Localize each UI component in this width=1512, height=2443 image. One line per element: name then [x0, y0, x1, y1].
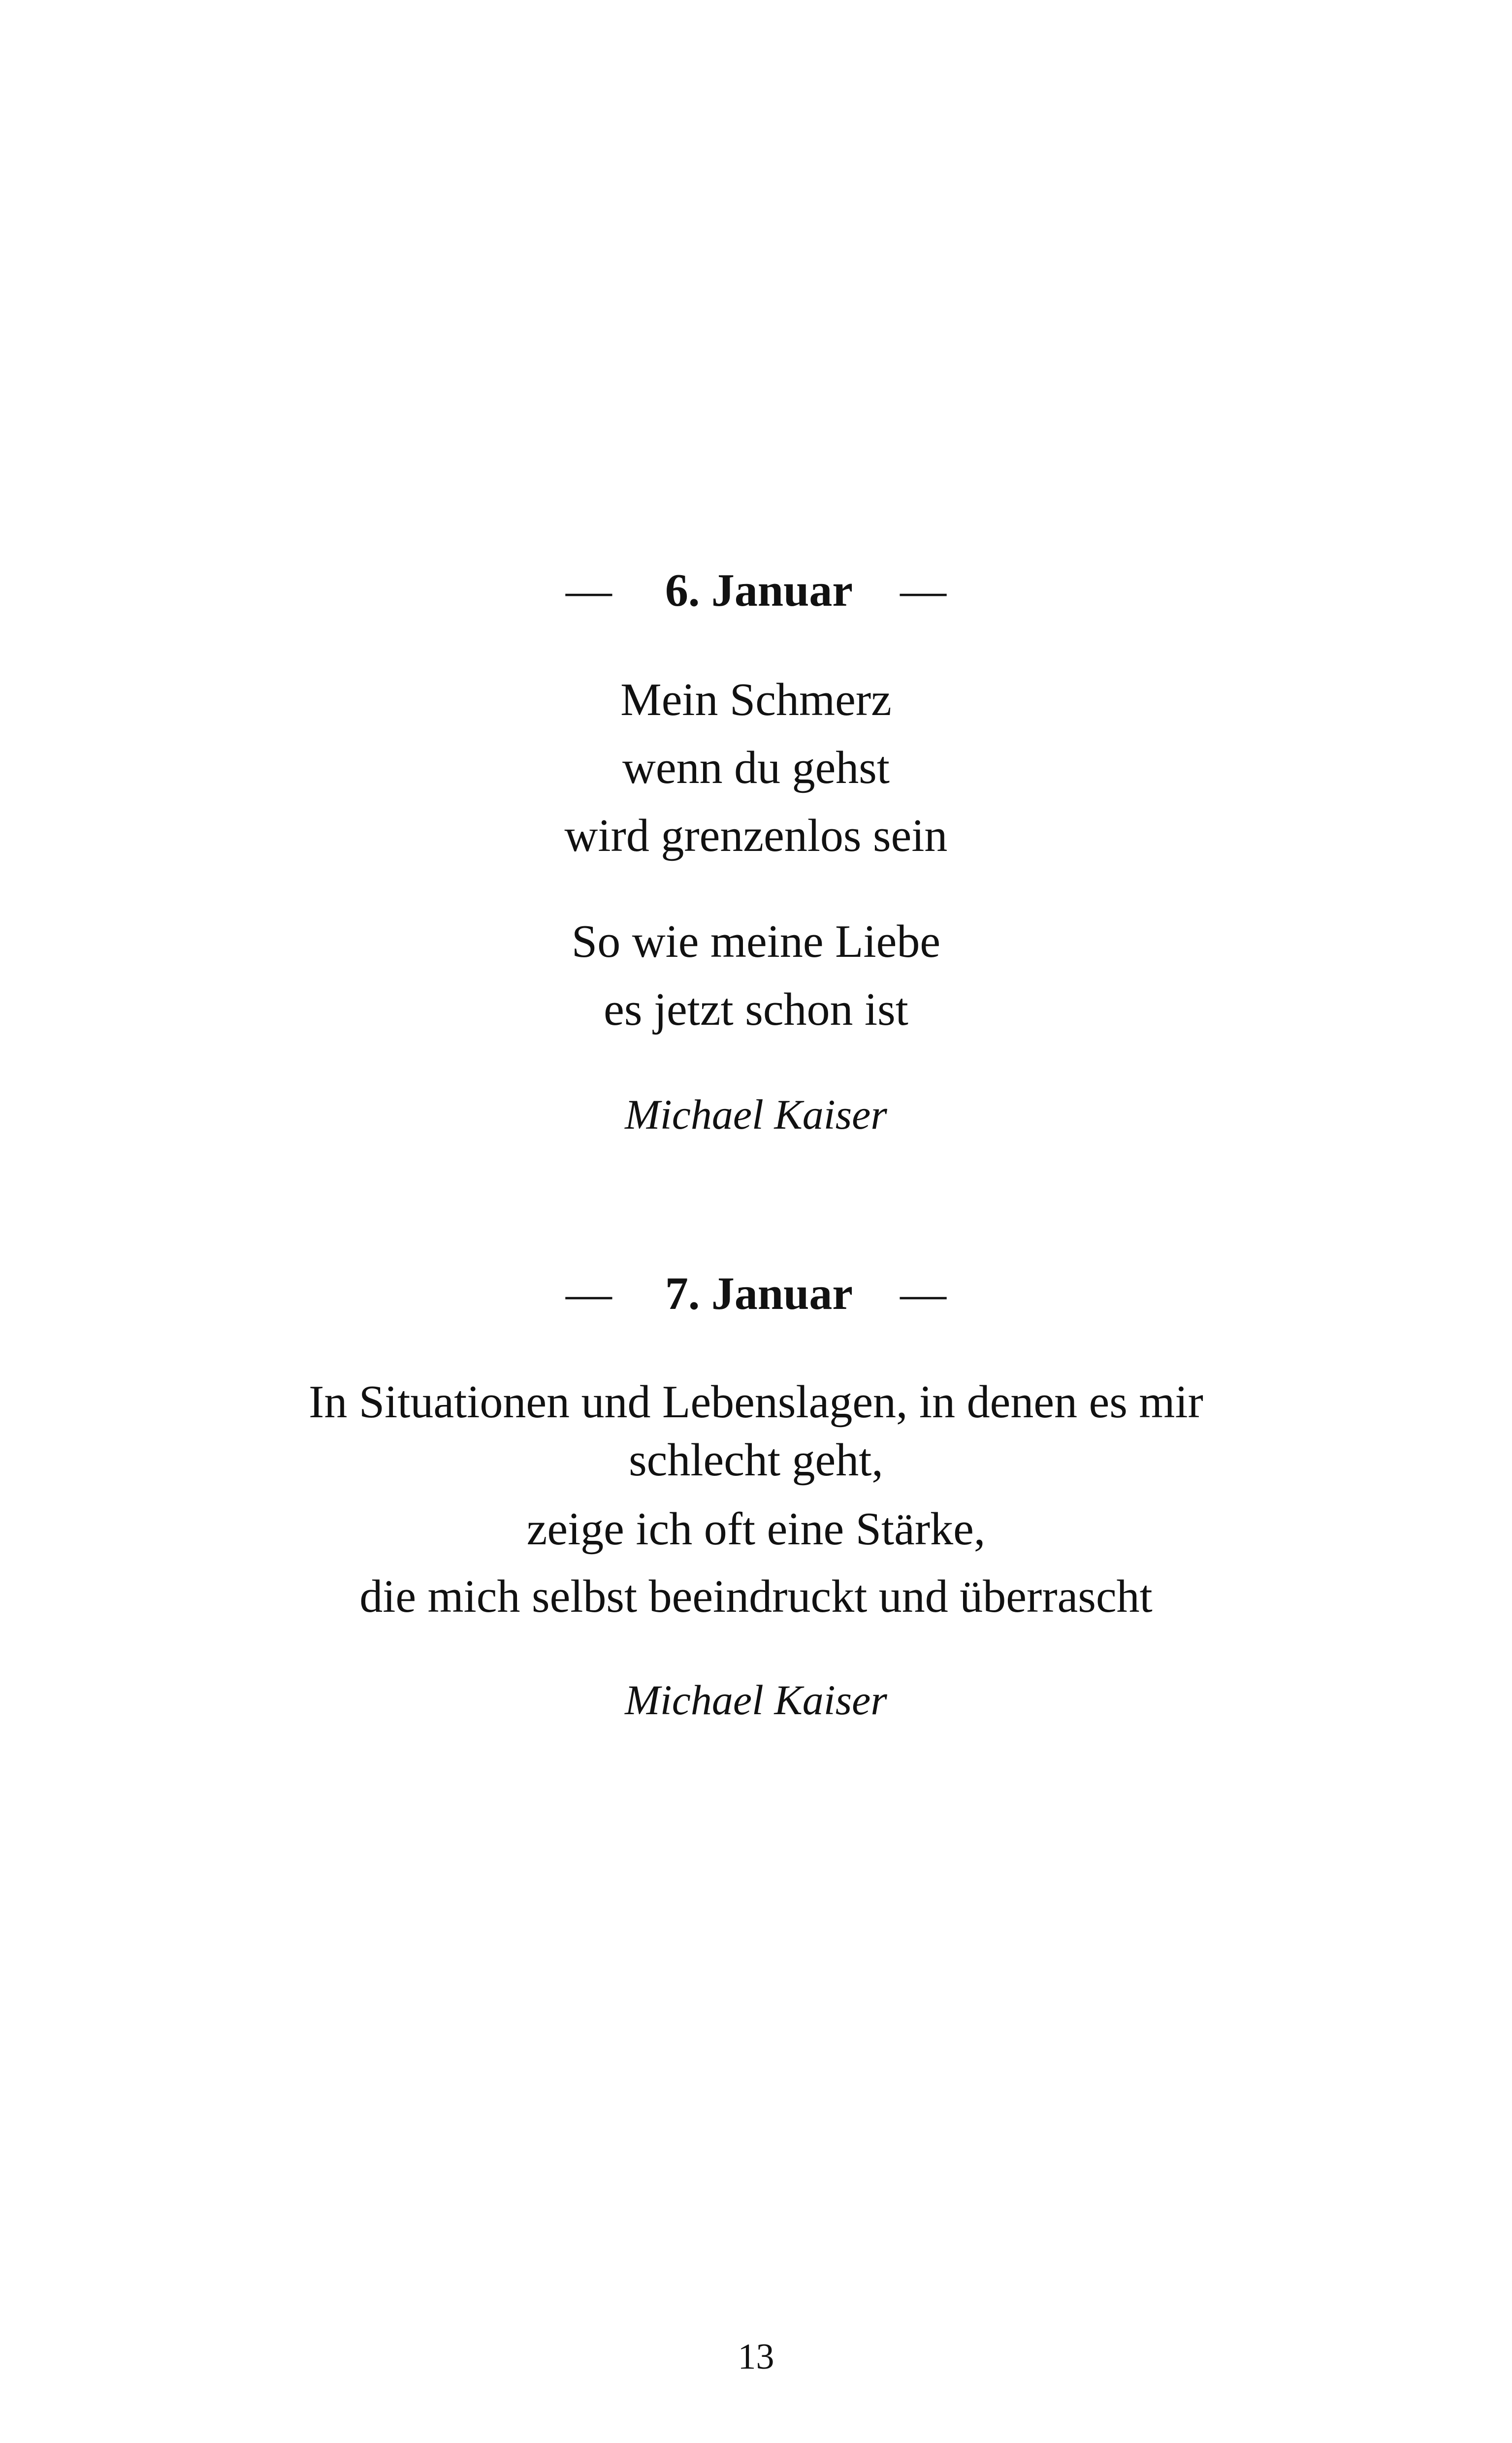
page-number: 13 — [738, 2337, 774, 2377]
em-dash-left: — — [565, 1268, 612, 1319]
em-dash-left: — — [565, 565, 612, 616]
entry-heading-6-januar — [0, 567, 1512, 614]
entry-author: Michael Kaiser — [625, 1676, 887, 1724]
em-dash-right: — — [900, 565, 947, 616]
poem-line: Mein Schmerz — [620, 674, 892, 725]
entry-author: Michael Kaiser — [625, 1091, 887, 1138]
em-dash-right: — — [900, 1268, 947, 1319]
entry-date: 6. Januar — [665, 565, 853, 616]
poem-line: So wie meine Liebe — [571, 916, 941, 967]
poem-line: zeige ich oft eine Stärke, — [526, 1503, 986, 1555]
poem-line: die mich selbst beeindruckt und überrascht — [359, 1571, 1153, 1622]
entry-heading-7-januar — [0, 1270, 1512, 1317]
poem-line: wird grenzenlos sein — [564, 810, 948, 861]
poem-line: schlecht geht, — [629, 1434, 883, 1486]
poem-line: wenn du gehst — [622, 742, 890, 793]
entry-date: 7. Januar — [665, 1268, 853, 1319]
poem-line: In Situationen und Lebenslagen, in denen es mir — [309, 1376, 1203, 1428]
poem-line: es jetzt schon ist — [604, 984, 908, 1035]
